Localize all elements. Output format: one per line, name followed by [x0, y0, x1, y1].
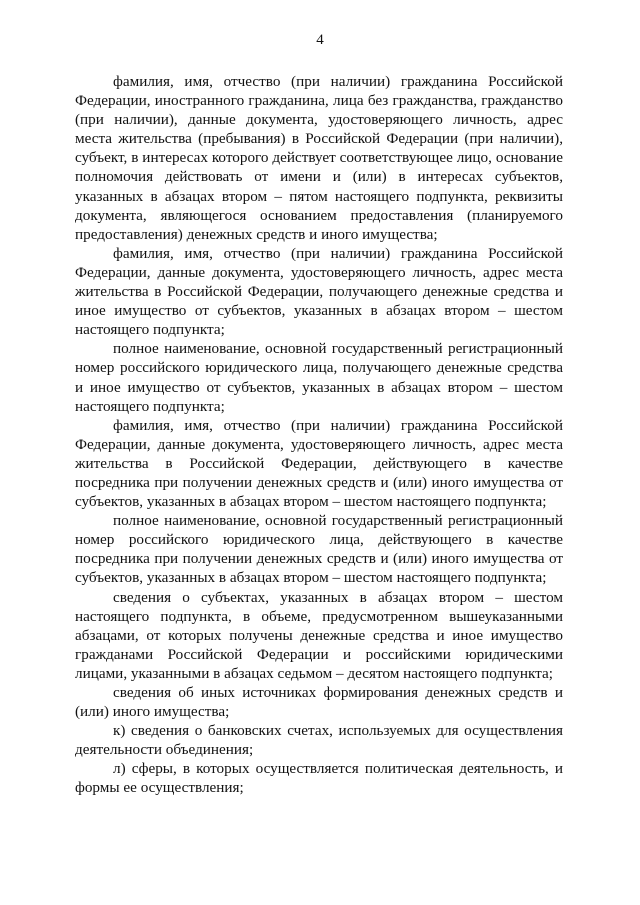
paragraph-6: сведения о субъектах, указанных в абзацах втором – шестом настоящего подпункта, в объеме, предусмотренном вышеуказанными абзацами, от которых получены денежные средства и иное имущество гражданами Российской Федерации и российскими юридическими лицами, указанными в абзацах седьмом – десятом настоящего подпункта;: [75, 588, 563, 682]
paragraph-9: л) сферы, в которых осуществляется политическая деятельность, и формы ее осуществления;: [75, 760, 563, 797]
paragraph-8: к) сведения о банковских счетах, используемых для осуществления деятельности объединения;: [75, 722, 563, 759]
paragraph-3: полное наименование, основной государственный регистрационный номер российского юридического лица, получающего денежные средства и иное имущество от субъектов, указанных в абзацах втором – шестом настоящего подпункта;: [75, 340, 563, 415]
paragraph-1: фамилия, имя, отчество (при наличии) гражданина Российской Федерации, иностранного гражданина, лица без гражданства, гражданство (при наличии), данные документа, удостоверяющего личность, адрес места жительства (пребывания) в Российской Федерации (при наличии), субъект, в интересах которого действует соответствующее лицо, основание полномочия действовать от имени и (или) в интересах субъектов, указанных в абзацах втором – пятом настоящего подпункта, реквизиты документа, являющегося основанием предоставления (планируемого предоставления) денежных средств и иного имущества;: [75, 73, 563, 243]
page-number: 4: [316, 32, 324, 48]
document-body: [75, 72, 563, 798]
paragraph-5: полное наименование, основной государственный регистрационный номер российского юридического лица, действующего в качестве посредника при получении денежных средств и (или) иного имущества от субъектов, указанных в абзацах втором – шестом настоящего подпункта;: [75, 512, 563, 587]
paragraph-2: фамилия, имя, отчество (при наличии) гражданина Российской Федерации, данные документа, удостоверяющего личность, адрес места жительства в Российской Федерации, получающего денежные средства и иное имущество от субъектов, указанных в абзацах втором – шестом настоящего подпункта;: [75, 244, 563, 339]
paragraph-7: сведения об иных источниках формирования денежных средств и (или) иного имущества;: [75, 684, 563, 721]
paragraph-4: фамилия, имя, отчество (при наличии) гражданина Российской Федерации, данные документа, удостоверяющего личность, адрес места жительства в Российской Федерации, действующего в качестве посредника при получении денежных средств и (или) иного имущества от субъектов, указанных в абзацах втором – шестом настоящего подпункта;: [75, 416, 563, 511]
